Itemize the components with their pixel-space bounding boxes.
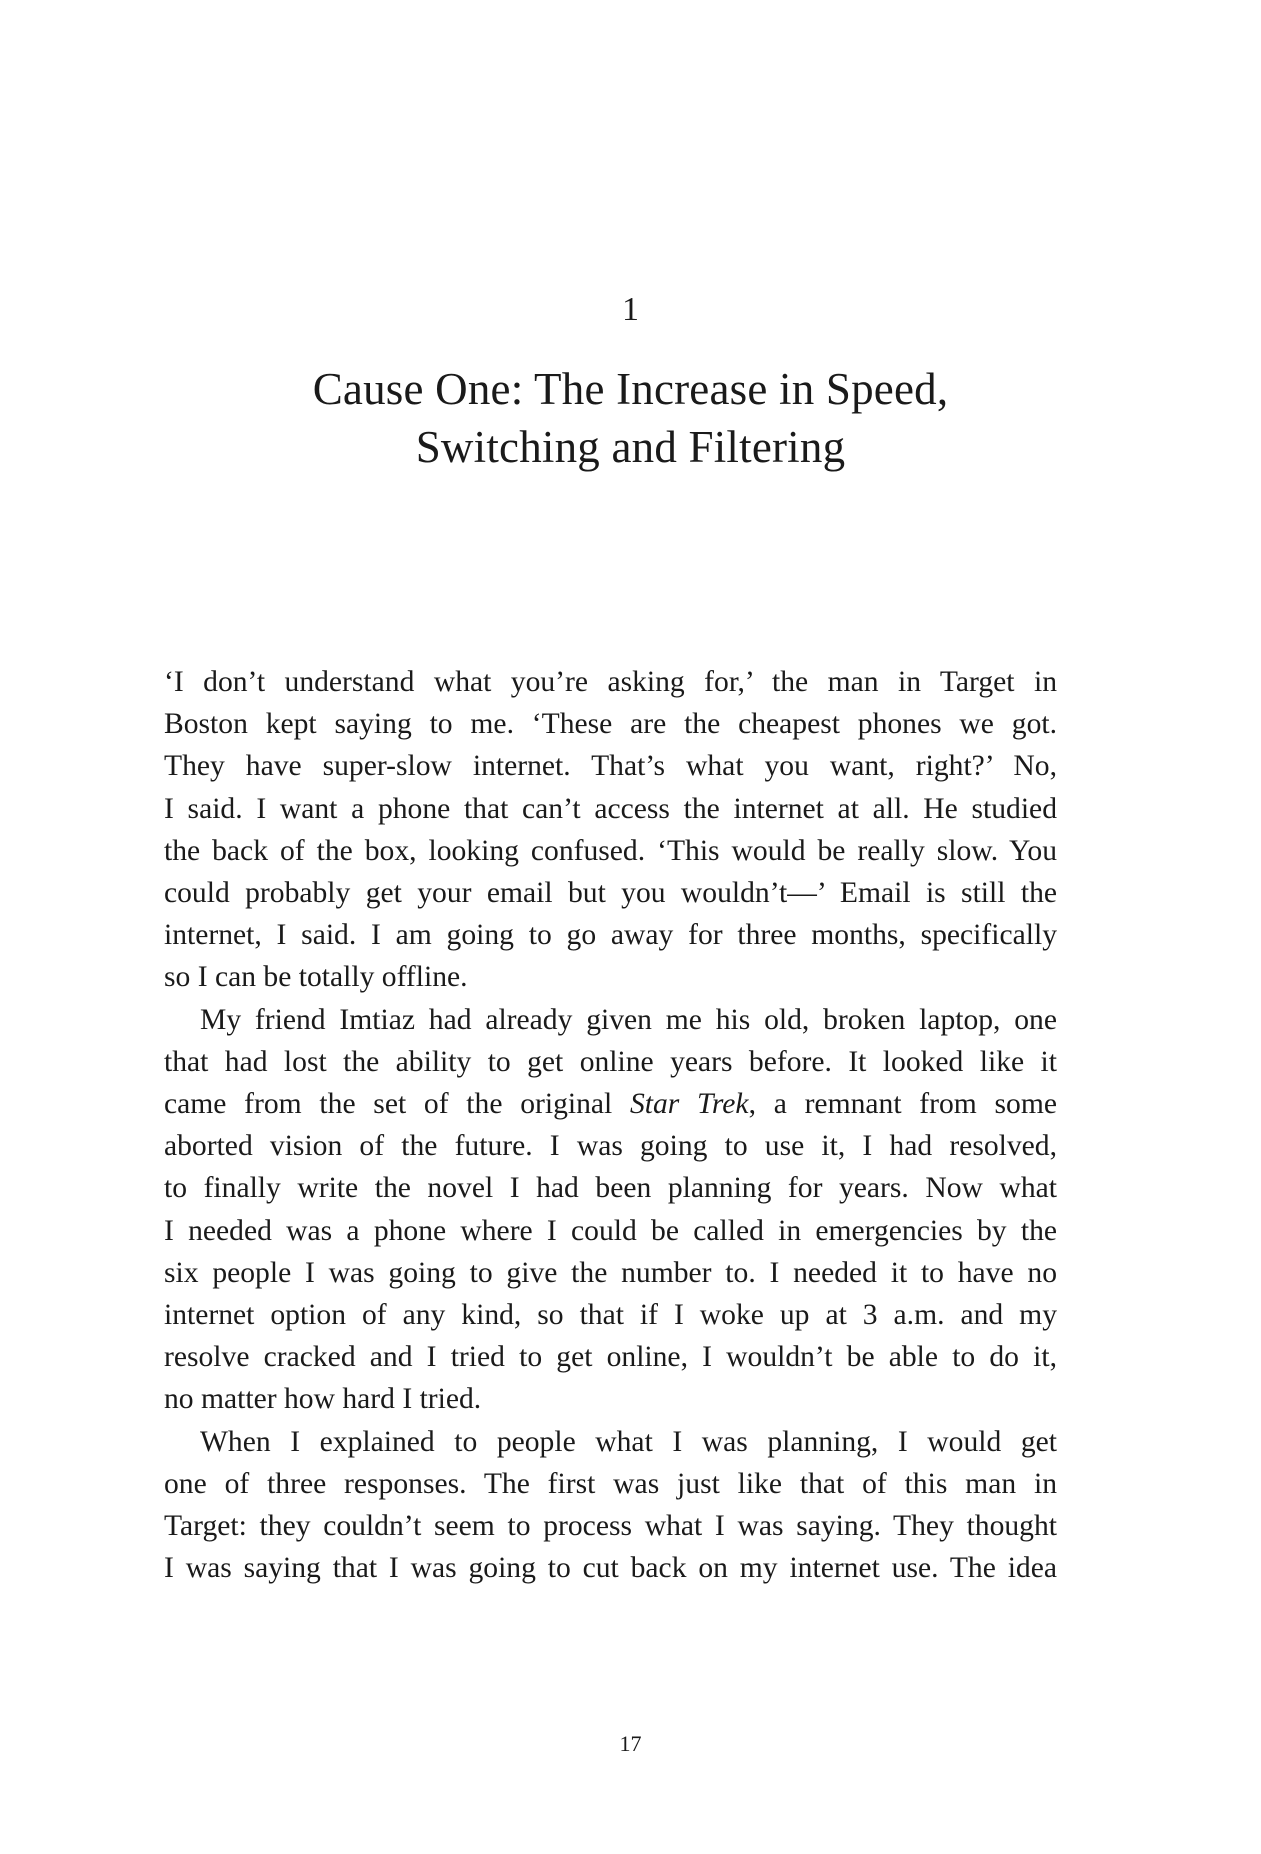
paragraph-1	[164, 661, 1057, 999]
text-line: internet option of any kind, so that if I woke up at 3 a.m. and my	[164, 1299, 1057, 1332]
text-line: six people I was going to give the number to. I needed it to have no	[164, 1256, 1057, 1289]
text-line: I was saying that I was going to cut back on my internet use. The idea	[164, 1552, 1057, 1585]
chapter-title-line-1: Cause One: The Increase in Speed,	[312, 364, 949, 414]
chapter-number: 1	[622, 291, 639, 328]
text-line: could probably get your email but you wouldn’t—’ Email is still the	[164, 877, 1057, 910]
text-fragment: came from the set of the original	[164, 1088, 630, 1121]
text-line: They have super-slow internet. That’s what you want, right?’ No,	[164, 750, 1057, 783]
paragraph-3	[164, 1421, 1057, 1590]
text-line: Target: they couldn’t seem to process what I was saying. They thought	[164, 1510, 1057, 1543]
paragraph-2	[164, 999, 1057, 1421]
text-line: to finally write the novel I had been planning for years. Now what	[164, 1172, 1057, 1205]
book-title-italic: Star Trek	[629, 1088, 749, 1121]
text-line: ‘I don’t understand what you’re asking for,’ the man in Target in	[164, 666, 1057, 698]
chapter-title	[200, 360, 1061, 476]
text-line: internet, I said. I am going to go away for three months, specifically	[164, 919, 1057, 952]
text-line: so I can be totally offline.	[164, 961, 468, 994]
page-number: 17	[619, 1731, 642, 1756]
text-line: Boston kept saying to me. ‘These are the cheapest phones we got.	[164, 708, 1057, 741]
text-line	[164, 1083, 1057, 1125]
text-line: that had lost the ability to get online years before. It looked like it	[164, 1045, 1057, 1078]
text-line: resolve cracked and I tried to get online, I wouldn’t be able to do it,	[164, 1341, 1057, 1374]
text-fragment: , a remnant from some	[748, 1088, 1058, 1121]
body-text	[164, 661, 1057, 1589]
text-line: When I explained to people what I was planning, I would get	[200, 1425, 1057, 1458]
text-line: aborted vision of the future. I was going to use it, I had resolved,	[164, 1130, 1057, 1163]
text-line: the back of the box, looking confused. ‘This would be really slow. You	[164, 834, 1057, 867]
text-line: My friend Imtiaz had already given me his old, broken laptop, one	[200, 1003, 1057, 1036]
text-line: I needed was a phone where I could be called in emergencies by the	[164, 1214, 1057, 1247]
chapter-title-line-2: Switching and Filtering	[415, 422, 846, 472]
text-line: I said. I want a phone that can’t access the internet at all. He studied	[164, 792, 1057, 825]
text-line: no matter how hard I tried.	[164, 1383, 482, 1416]
text-line: one of three responses. The first was just like that of this man in	[164, 1467, 1057, 1500]
